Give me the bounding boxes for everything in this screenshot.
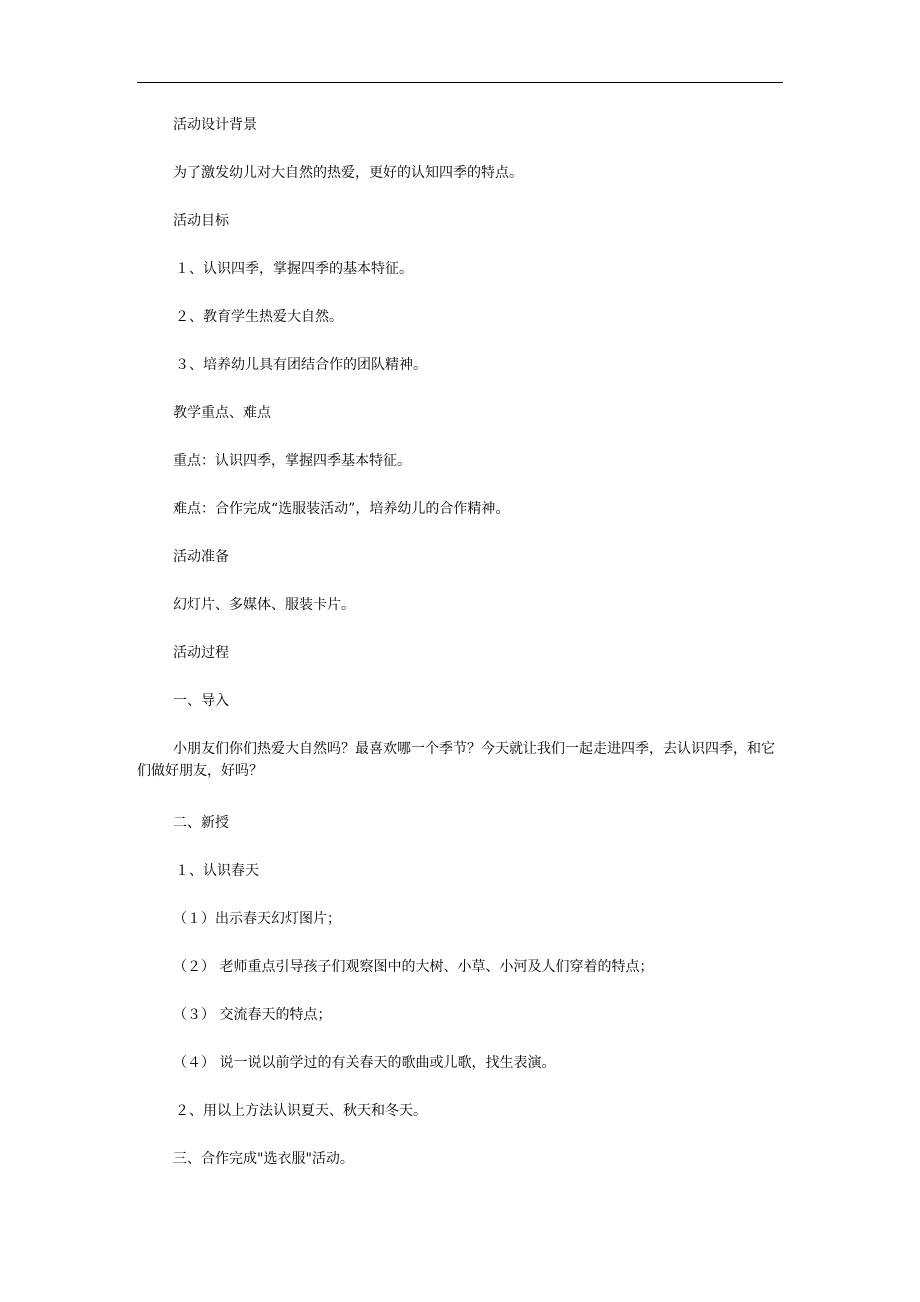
section-new-lesson: 二、新授: [173, 815, 229, 831]
heading-process: 活动过程: [173, 645, 229, 661]
key-point-text: 重点：认识四季，掌握四季基本特征。: [173, 453, 411, 469]
preparation-text: 幻灯片、多媒体、服装卡片。: [173, 597, 355, 613]
heading-key-points: 教学重点、难点: [173, 405, 271, 421]
heading-background: 活动设计背景: [173, 117, 257, 133]
sub-step-4: （４） 说一说以前学过的有关春天的歌曲或儿歌，找生表演。: [173, 1055, 556, 1071]
paragraph-background-text: 为了激发幼儿对大自然的热爱，更好的认知四季的特点。: [173, 165, 523, 181]
goal-item-2: ２、教育学生热爱大自然。: [175, 309, 343, 325]
step-other-seasons: ２、用以上方法认识夏天、秋天和冬天。: [175, 1103, 427, 1119]
sub-step-2: （２） 老师重点引导孩子们观察图中的大树、小草、小河及人们穿着的特点；: [173, 959, 654, 975]
heading-preparation: 活动准备: [173, 549, 229, 565]
intro-paragraph: 小朋友们你们热爱大自然吗？最喜欢哪一个季节？今天就让我们一起走进四季，去认识四季，和它们做好朋友，好吗？: [137, 741, 775, 779]
goal-item-1: １、认识四季，掌握四季的基本特征。: [175, 261, 413, 277]
step-spring: １、认识春天: [175, 863, 259, 879]
header-rule: [137, 82, 783, 83]
sub-step-1: （１）出示春天幻灯图片；: [173, 911, 341, 927]
section-activity: 三、合作完成"选衣服"活动。: [173, 1151, 354, 1167]
heading-goals: 活动目标: [173, 213, 229, 229]
goal-item-3: ３、培养幼儿具有团结合作的团队精神。: [175, 357, 427, 373]
difficult-point-text: 难点：合作完成“选服装活动”，培养幼儿的合作精神。: [173, 501, 510, 517]
section-intro: 一、导入: [173, 693, 229, 709]
sub-step-3: （３） 交流春天的特点；: [173, 1007, 332, 1023]
